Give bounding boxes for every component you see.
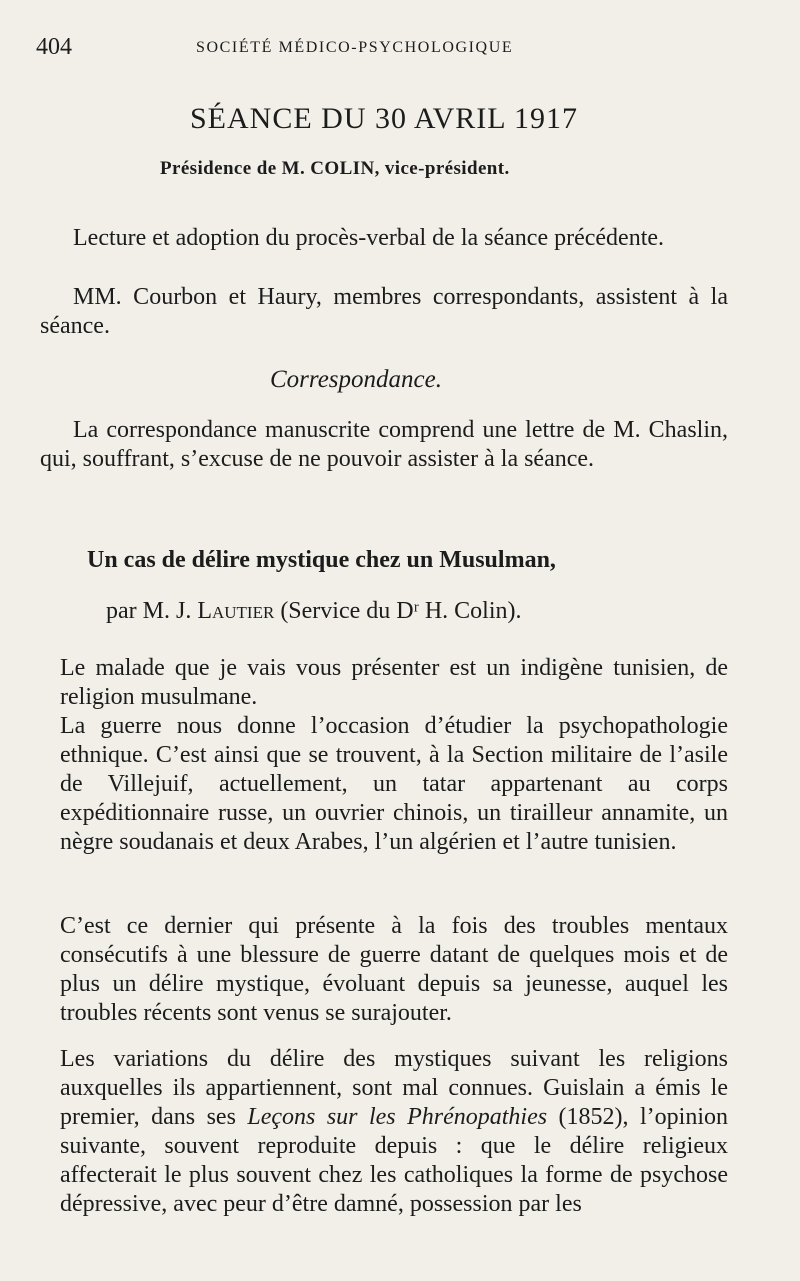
author-suffix: (Service du Dʳ H. Colin). [274, 598, 522, 624]
page-number: 404 [36, 34, 72, 60]
paragraph-correspondance: La correspondance manuscrite comprend une lettre de M. Chaslin, qui, souffrant, s’excuse de ne pouvoir assister à la séance. [40, 417, 728, 472]
running-header [36, 34, 740, 62]
paragraph-patient-intro: Le malade que je vais vous présenter est un indigène tunisien, de religion musulmane. [60, 655, 728, 710]
author-prefix: par M. J. [106, 598, 198, 624]
presidence-line: Présidence de M. COLIN, vice-président. [160, 158, 510, 179]
journal-title: SOCIÉTÉ MÉDICO-PSYCHOLOGIQUE [196, 39, 514, 56]
book-title: Leçons sur les Phrénopathies [247, 1104, 548, 1130]
article-author [106, 598, 706, 625]
correspondance-heading: Correspondance. [270, 366, 442, 393]
paragraph-text-a: Les variations du délire des mystiques suivant les religions auxquelles ils appartiennent, sont mal connues. Guislain a émis le premier, dans ses [60, 1046, 728, 1130]
paragraph-ethnic-psychopathology: La guerre nous donne l’occasion d’étudier la psychopathologie ethnique. C’est ainsi que se trouvent, à la Section militaire de l’asile de Villejuif, actuellement, un tatar appartenant au corps expéditionnaire russe, un ouvrier chinois, un tirailleur annamite, un nègre soudanais et deux Arabes, l’un algérien et l’autre tunisien. [60, 713, 728, 855]
paragraph-case-description: C’est ce dernier qui présente à la fois des troubles mentaux consécutifs à une blessure de guerre datant de quelques mois et de plus un délire mystique, évoluant depuis sa jeunesse, auquel les troubles récents sont venus se surajouter. [60, 913, 728, 1026]
paragraph-minutes: Lecture et adoption du procès-verbal de la séance précédente. [73, 225, 665, 251]
paragraph-mystic-variations [60, 1045, 728, 1219]
paragraph-text-b: (1852), l’opinion suivante, souvent reproduite depuis : que le délire religieux affecterait le plus souvent chez les catholiques la forme de psychose dépressive, avec peur d’être damné, possession par les [60, 1104, 728, 1217]
session-title: SÉANCE DU 30 AVRIL 1917 [189, 102, 579, 135]
author-name: Lautier [197, 598, 275, 624]
paragraph-attendees: MM. Courbon et Haury, membres correspondants, assistent à la séance. [40, 284, 728, 339]
article-title: Un cas de délire mystique chez un Musulman, [87, 547, 556, 573]
